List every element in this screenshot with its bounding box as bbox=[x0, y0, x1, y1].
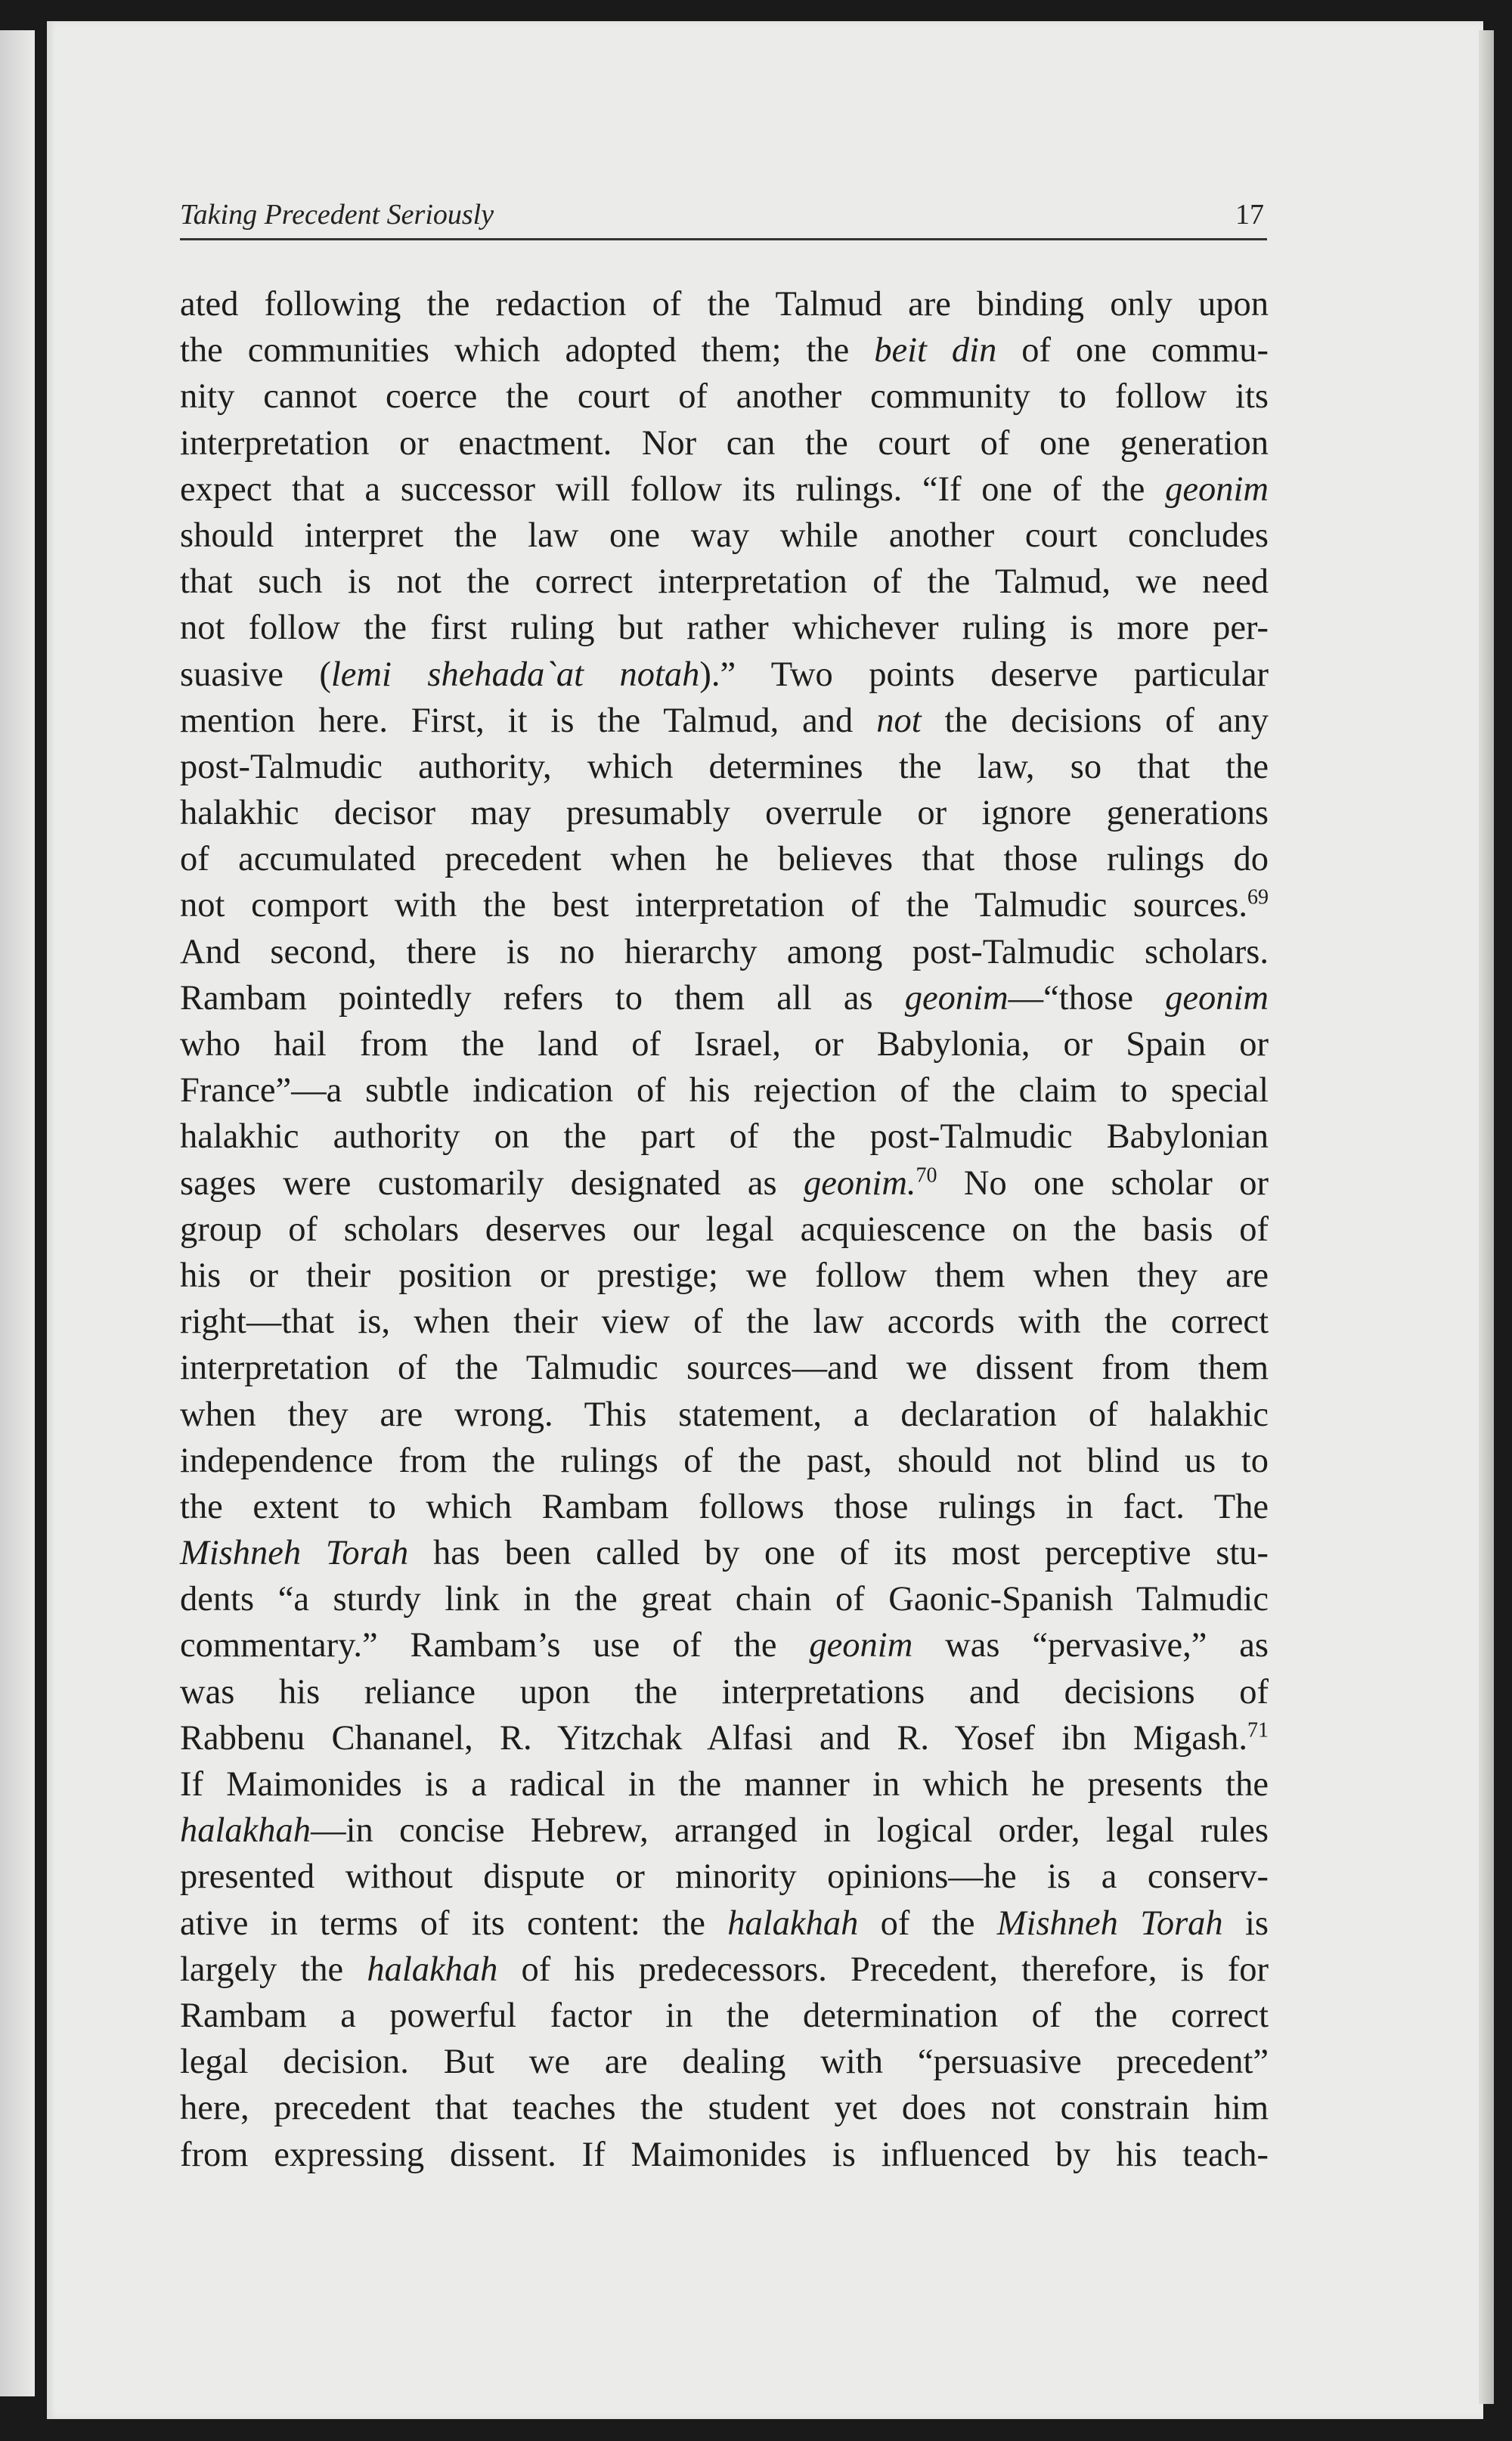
text-line: who hail from the land of Israel, or Babylonia, or Spain or bbox=[180, 1025, 1269, 1064]
footnote-marker[interactable]: 69 bbox=[1247, 885, 1269, 909]
italic-term: geonim bbox=[1165, 469, 1269, 509]
text-line: not comport with the best interpretation of the Talmudic sources.$^{69}$ bbox=[180, 885, 1269, 925]
italic-term: Mishneh Torah bbox=[996, 1904, 1223, 1943]
text-line: Rambam a powerful factor in the determination of the correct bbox=[180, 1996, 1269, 2035]
text-line: presented without dispute or minority opinions—he is a conserv- bbox=[180, 1857, 1269, 1897]
page-number: 17 bbox=[1235, 199, 1264, 231]
text-line: commentary.” Rambam’s use of the geonim was “pervasive,” as bbox=[180, 1626, 1269, 1665]
text-line: the communities which adopted them; the beit din of one commu- bbox=[180, 331, 1269, 370]
footnote-marker[interactable]: 71 bbox=[1247, 1718, 1269, 1742]
text-line: of accumulated precedent when he believes that those rulings do bbox=[180, 840, 1269, 879]
text-line: here, precedent that teaches the student yet does not constrain him bbox=[180, 2089, 1269, 2128]
body-text bbox=[180, 281, 1269, 2178]
text-line: And second, there is no hierarchy among post-Talmudic scholars. bbox=[180, 932, 1269, 971]
text-line: halakhic decisor may presumably overrule or ignore generations bbox=[180, 794, 1269, 833]
text-line: independence from the rulings of the past, should not blind us to bbox=[180, 1441, 1269, 1480]
italic-term: geonim bbox=[1165, 978, 1269, 1018]
text-line: suasive (lemi shehada`at notah).” Two points deserve particular bbox=[180, 655, 1269, 694]
text-line: group of scholars deserves our legal acquiescence on the basis of bbox=[180, 1210, 1269, 1249]
text-line: from expressing dissent. If Maimonides is influenced by his teach- bbox=[180, 2135, 1269, 2174]
running-head-title: Taking Precedent Seriously bbox=[180, 199, 494, 231]
text-line: his or their position or prestige; we follow them when they are bbox=[180, 1256, 1269, 1295]
text-line: ated following the redaction of the Talmud are binding only upon bbox=[180, 285, 1269, 324]
text-line: If Maimonides is a radical in the manner in which he presents the bbox=[180, 1765, 1269, 1804]
italic-term: geonim bbox=[904, 978, 1009, 1018]
italic-term: geonim. bbox=[804, 1163, 916, 1203]
text-line: should interpret the law one way while another court concludes bbox=[180, 516, 1269, 555]
italic-term: beit din bbox=[874, 331, 997, 370]
text-line: post-Talmudic authority, which determines the law, so that the bbox=[180, 747, 1269, 786]
italic-term: lemi shehada`at notah bbox=[330, 655, 700, 694]
running-head bbox=[180, 194, 1267, 240]
text-line: interpretation of the Talmudic sources—and we dissent from them bbox=[180, 1349, 1269, 1388]
text-line: that such is not the correct interpretation of the Talmud, we need bbox=[180, 562, 1269, 602]
text-line: mention here. First, it is the Talmud, and not the decisions of any bbox=[180, 701, 1269, 740]
italic-term: halakhah bbox=[727, 1904, 859, 1943]
text-line: Rabbenu Chananel, R. Yitzchak Alfasi and R. Yosef ibn Migash.$^{71}$ bbox=[180, 1718, 1269, 1758]
text-line: dents “a sturdy link in the great chain of Gaonic-Spanish Talmudic bbox=[180, 1580, 1269, 1619]
text-line: largely the halakhah of his predecessors. Precedent, therefore, is for bbox=[180, 1950, 1269, 1989]
text-line: legal decision. But we are dealing with “persuasive precedent” bbox=[180, 2043, 1269, 2082]
text-line: right—that is, when their view of the law accords with the correct bbox=[180, 1303, 1269, 1342]
italic-term: geonim bbox=[809, 1626, 913, 1665]
italic-term: not bbox=[876, 701, 922, 740]
text-line: Mishneh Torah has been called by one of its most perceptive stu- bbox=[180, 1534, 1269, 1573]
text-line: halakhah—in concise Hebrew, arranged in logical order, legal rules bbox=[180, 1811, 1269, 1851]
text-line: nity cannot coerce the court of another community to follow its bbox=[180, 377, 1269, 417]
text-line: sages were customarily designated as geonim.$^{70}$ No one scholar or bbox=[180, 1163, 1269, 1203]
text-line: expect that a successor will follow its rulings. “If one of the geonim bbox=[180, 469, 1269, 509]
text-line: not follow the first ruling but rather whichever ruling is more per- bbox=[180, 609, 1269, 648]
footnote-marker[interactable]: 70 bbox=[916, 1163, 937, 1188]
italic-term: halakhah bbox=[180, 1811, 311, 1851]
text-line: the extent to which Rambam follows those rulings in fact. The bbox=[180, 1487, 1269, 1526]
page-block-edge bbox=[1479, 30, 1494, 2404]
adjacent-page-edge bbox=[0, 30, 35, 2396]
text-line: halakhic authority on the part of the post-Talmudic Babylonian bbox=[180, 1117, 1269, 1157]
italic-term: halakhah bbox=[367, 1950, 498, 1989]
text-line: Rambam pointedly refers to them all as geonim—“those geonim bbox=[180, 978, 1269, 1018]
text-line: France”—a subtle indication of his rejection of the claim to special bbox=[180, 1071, 1269, 1111]
text-line: interpretation or enactment. Nor can the court of one generation bbox=[180, 423, 1269, 463]
text-line: was his reliance upon the interpretations and decisions of bbox=[180, 1672, 1269, 1711]
text-line: when they are wrong. This statement, a declaration of halakhic bbox=[180, 1395, 1269, 1434]
text-line: ative in terms of its content: the halakhah of the Mishneh Torah is bbox=[180, 1904, 1269, 1943]
italic-term: Mishneh Torah bbox=[180, 1534, 409, 1573]
